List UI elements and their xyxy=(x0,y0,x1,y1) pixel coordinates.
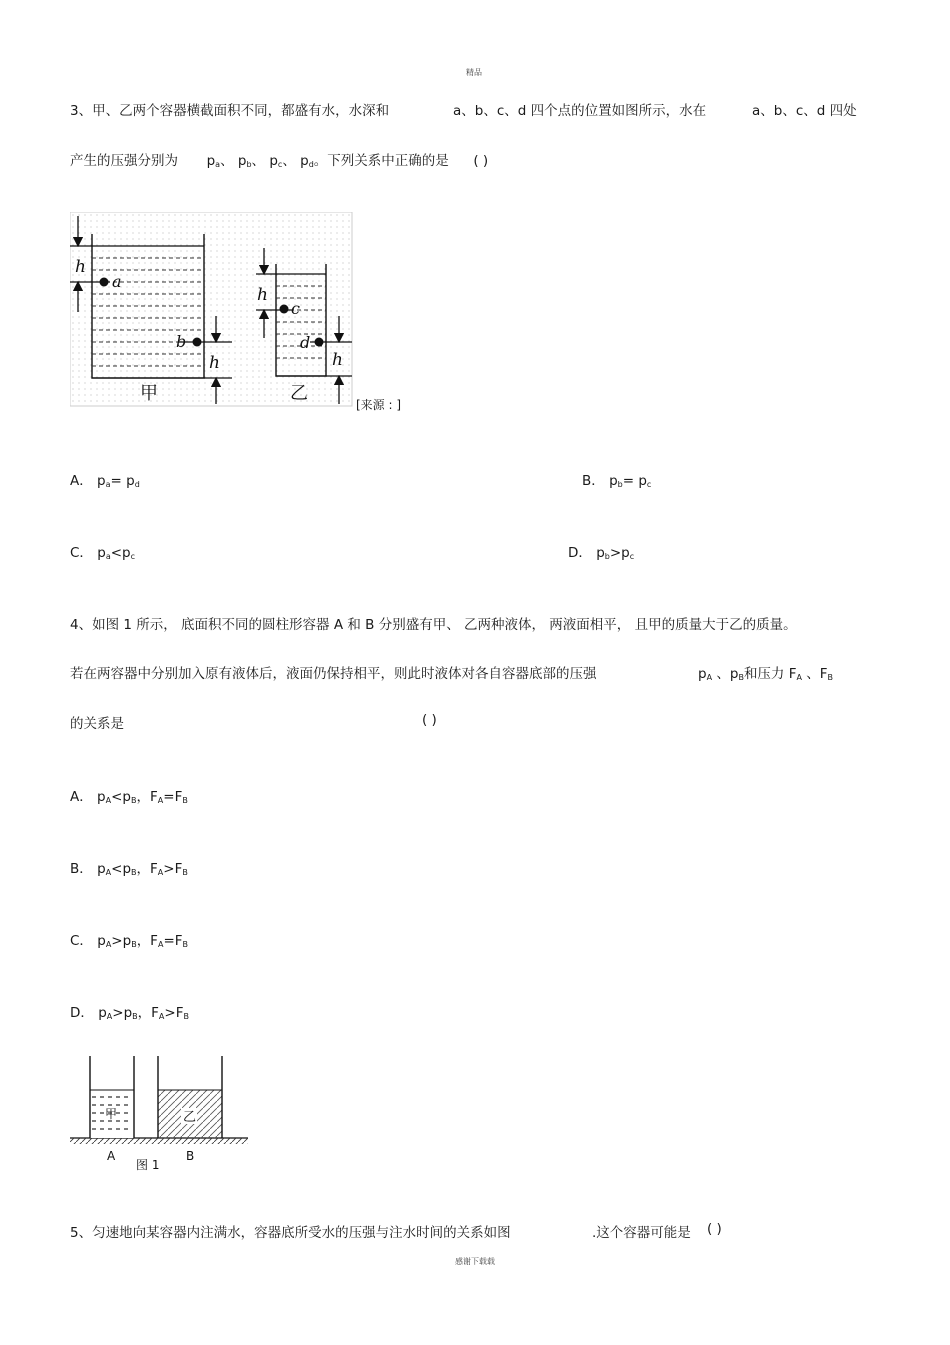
q3-option-b[interactable]: B． $p_b= p_c$ xyxy=(582,473,652,489)
point-b xyxy=(193,338,202,347)
point-b-label: b xyxy=(176,332,187,351)
point-d-label: d xyxy=(300,333,311,352)
q4-option-b[interactable]: B． $p_A<p_B$，$F_A>F_B$ xyxy=(70,861,188,877)
h-label-d: h xyxy=(332,350,343,370)
q4-line2-part1: 若在两容器中分别加入原有液体后，液面仍保持相平，则此时液体对各自容器底部的压强 xyxy=(70,666,597,682)
figure-caption: 图 1 xyxy=(136,1158,160,1172)
liquid-jia-label: 甲 xyxy=(105,1107,118,1121)
q4-option-d[interactable]: D． $p_A>p_B$，$F_A>F_B$ xyxy=(70,1005,189,1021)
point-a-label: a xyxy=(112,272,122,291)
point-c-label: c xyxy=(291,299,300,318)
q3-line2: 产生的压强分别为 $p_a$、 $p_b$、 $p_c$、 $p_d$。下列关系中正确的是 ( ) xyxy=(70,153,489,169)
q4-line1: 4、如图 1 所示， 底面积不同的圆柱形容器 A 和 B 分别盛有甲、 乙两种液体， 两液面相平， 且甲的质量大于乙的质量。 xyxy=(70,617,797,633)
q3-pa: $p_a$ xyxy=(206,153,221,169)
ground-hatch xyxy=(70,1138,248,1144)
container-a xyxy=(90,1056,134,1138)
q3-line1-part2: a、b、c、d 四个点的位置如图所示，水在 xyxy=(453,103,707,119)
liquid-yi-label: 乙 xyxy=(183,1110,197,1125)
point-d xyxy=(315,338,324,347)
point-c xyxy=(280,305,289,314)
point-a xyxy=(100,278,109,287)
q3-pc: $p_c$ xyxy=(269,153,283,169)
q3-line1-part1: 3、甲、乙两个容器横截面积不同，都盛有水，水深和 xyxy=(70,103,390,119)
h-label-c: h xyxy=(257,285,268,305)
q3-source-note: [来源 : ] xyxy=(356,398,402,412)
q5-line1-part2: .这个容器可能是 xyxy=(592,1225,691,1241)
label-yi: 乙 xyxy=(290,383,308,404)
q4-option-a[interactable]: A． $p_A<p_B$，$F_A=F_B$ xyxy=(70,789,188,805)
q3-option-c[interactable]: C． $p_a<p_c$ xyxy=(70,545,136,561)
q4-line3: 的关系是 xyxy=(70,716,124,732)
q3-pd: $p_d$ xyxy=(300,153,314,169)
q3-containers-figure xyxy=(70,212,360,410)
label-jia: 甲 xyxy=(140,383,158,404)
q3-answer-paren: ( ) xyxy=(473,153,489,169)
q3-line2-intro: 产生的压强分别为 xyxy=(70,153,178,169)
container-b-label: B xyxy=(186,1149,195,1163)
q3-option-a[interactable]: A． $p_a= p_d$ xyxy=(70,473,140,489)
container-a-label: A xyxy=(107,1149,116,1163)
q4-option-c[interactable]: C． $p_A>p_B$，$F_A=F_B$ xyxy=(70,933,189,949)
q4-figure-1 xyxy=(70,1052,250,1176)
q3-line2-question: 。下列关系中正确的是 xyxy=(313,153,449,169)
page-footer: 感谢下载载 xyxy=(455,1257,495,1266)
h-label-b: h xyxy=(209,353,220,373)
q3-pb: $p_b$ xyxy=(237,153,252,169)
container-b xyxy=(158,1056,222,1138)
q4-line2-part2: $p_A$ 、$p_B$和压力 $F_A$ 、$F_B$ xyxy=(698,666,834,682)
q5-line1-part1: 5、匀速地向某容器内注满水，容器底所受水的压强与注水时间的关系如图 xyxy=(70,1225,511,1241)
page-header: 精品 xyxy=(466,68,482,77)
figure-background xyxy=(70,212,352,406)
q4-answer-paren: ( ) xyxy=(422,712,437,728)
q5-answer-paren: ( ) xyxy=(707,1221,722,1237)
q3-line1-part3: a、b、c、d 四处 xyxy=(752,103,857,119)
q3-option-d[interactable]: D． $p_b>p_c$ xyxy=(568,545,635,561)
h-label-a: h xyxy=(75,257,86,277)
